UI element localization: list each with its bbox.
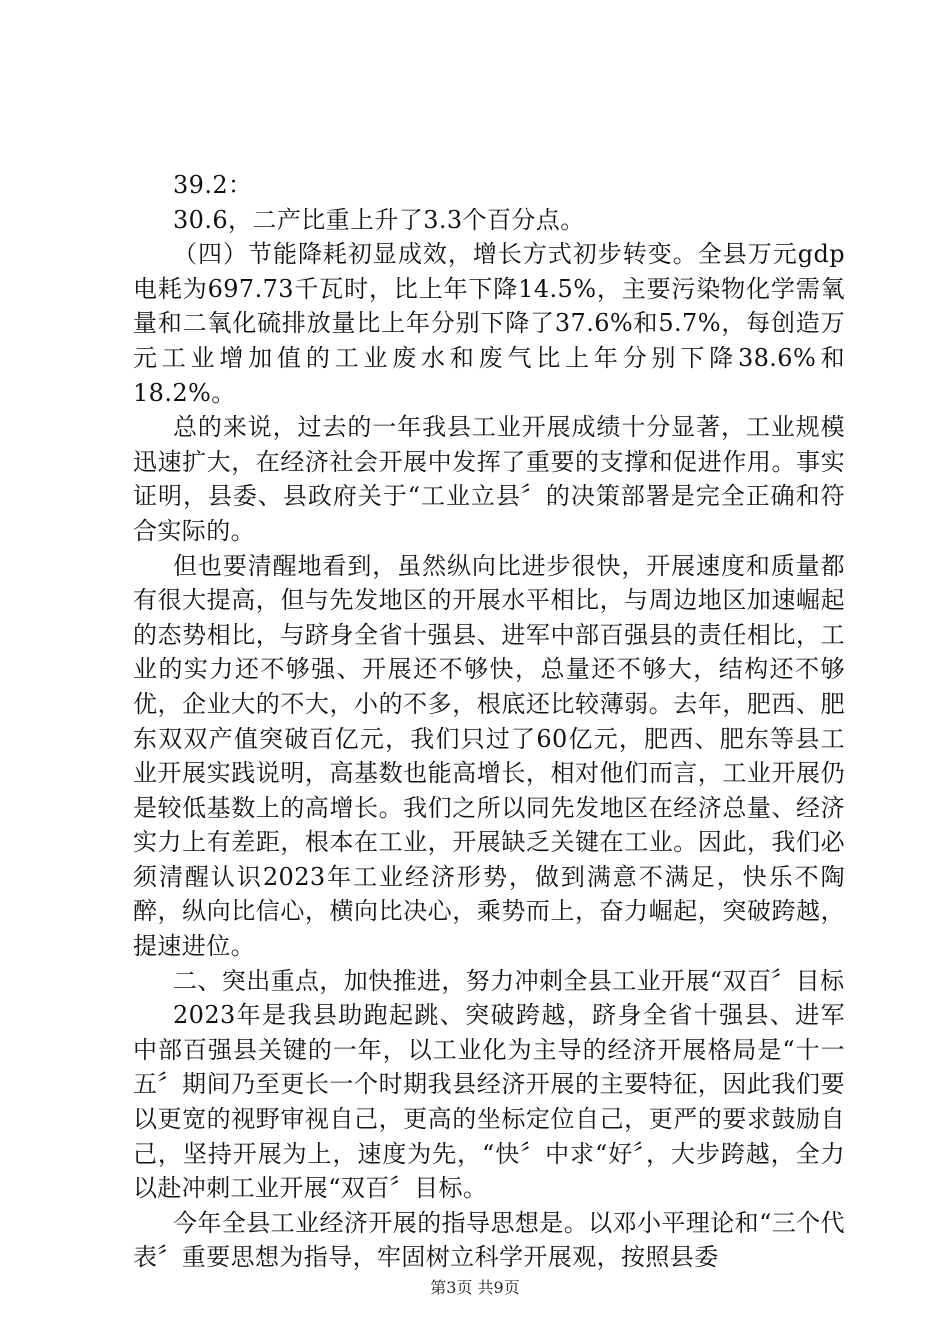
paragraph: 30.6，二产比重上升了3.3个百分点。 [173, 205, 585, 234]
page-number-footer: 第3页 共9页 [430, 1278, 520, 1297]
paragraph: 总的来说，过去的一年我县工业开展成绩十分显著，工业规模迅速扩大，在经济社会开展中发挥了重要的支撑和促进作用。事实证明，县委、县政府关于“工业立县〞的决策部署是完全正确和符合实际的。 [133, 413, 845, 545]
paragraph: 但也要清醒地看到，虽然纵向比进步很快，开展速度和质量都有很大提高，但与先发地区的开展水平相比，与周边地区加速崛起的态势相比，与跻身全省十强县、进军中部百强县的责任相比，工业的实力还不够强、开展还不够快，总量还不够大，结构还不够优，企业大的不大，小的不多，根底还比较薄弱。去年，肥西、肥东双双产值突破百亿元，我们只过了60亿元，肥西、肥东等县工业开展实践说明，高基数也能高增长，相对他们而言，工业开展仍是较低基数上的高增长。我们之所以同先发地区在经济总量、经济实力上有差距，根本在工业，开展缺乏关键在工业。因此，我们必须清醒认识2023年工业经济形势，做到满意不满足，快乐不陶醉，纵向比信心，横向比决心，乘势而上，奋力崛起，突破跨越，提速进位。 [133, 551, 845, 961]
paragraph: （四）节能降耗初显成效，增长方式初步转变。全县万元gdp电耗为697.73千瓦时，比上年下降14.5%，主要污染物化学需氧量和二氧化硫排放量比上年分别下降了37.6%和5.7%，每创造万元工业增加值的工业废水和废气比上年分别下降38.6%和18.2%。 [133, 240, 845, 407]
section-heading: 二、突出重点，加快推进，努力冲刺全县工业开展“双百〞目标 [173, 966, 845, 995]
paragraph: 今年全县工业经济开展的指导思想是。以邓小平理论和“三个代表〞重要思想为指导，牢固树立科学开展观，按照县委 [133, 1208, 845, 1272]
paragraph: 2023年是我县助跑起跳、突破跨越，跻身全省十强县、进军中部百强县关键的一年，以工业化为主导的经济开展格局是“十一五〞期间乃至更长一个时期我县经济开展的主要特征，因此我们要以更宽的视野审视自己，更高的坐标定位自己，更严的要求鼓励自己，坚持开展为上，速度为先，“快〞中求“好〞，大步跨越，全力以赴冲刺工业开展“双百〞目标。 [133, 1001, 845, 1203]
document-body [133, 168, 845, 1275]
paragraph: 39.2： [173, 171, 253, 199]
